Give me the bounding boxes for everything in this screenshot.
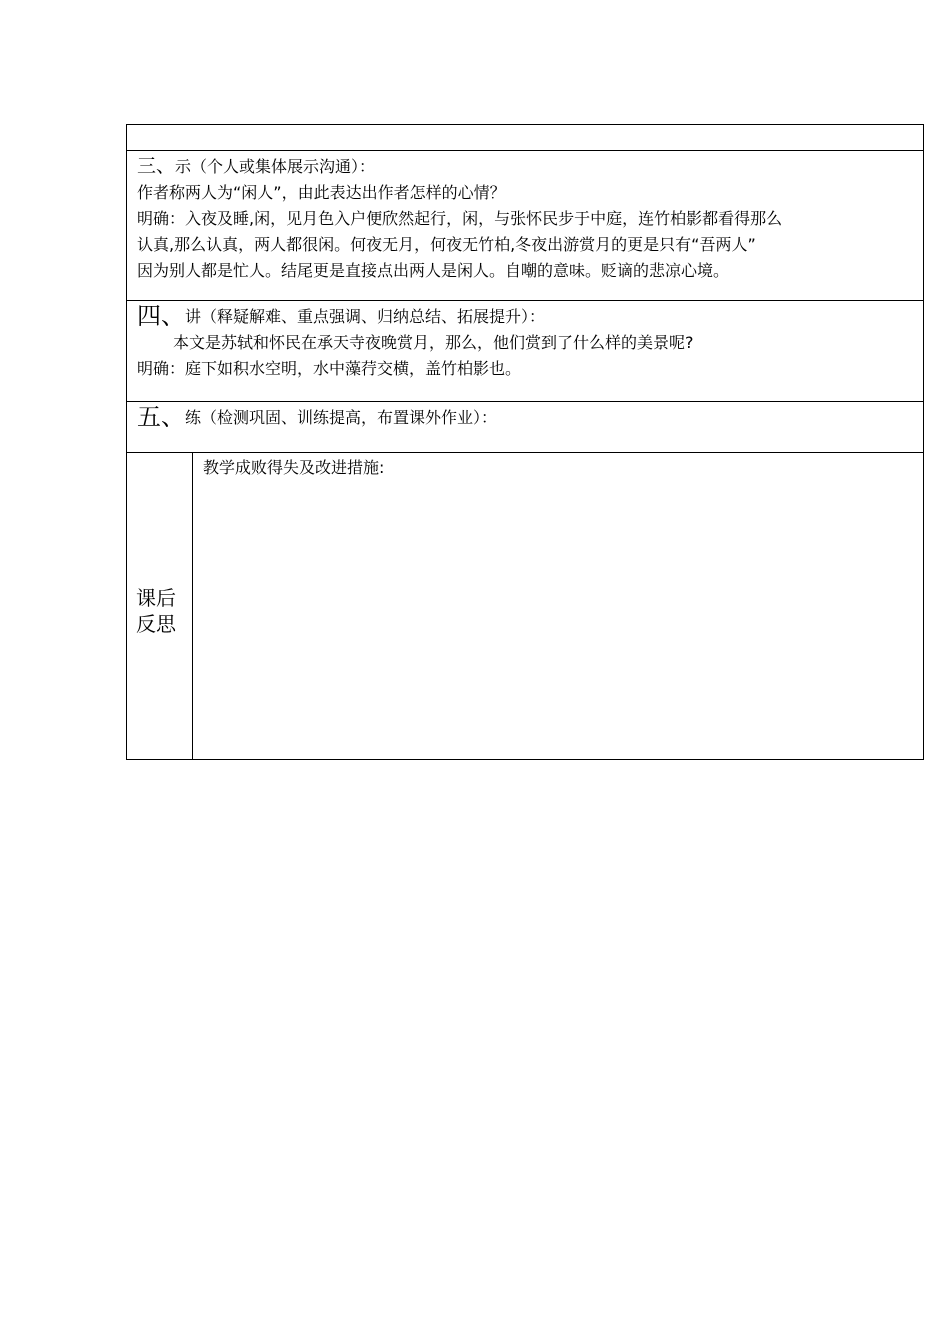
lesson-plan-table [126,124,924,760]
reflection-row [127,453,923,759]
section-four-question: 本文是苏轼和怀民在承天寺夜晚赏月，那么，他们赏到了什么样的美景呢? [173,333,694,352]
section-four-title: 讲（释疑解难、重点强调、归纳总结、拓展提升）： [185,307,546,326]
section-three-answer-line-2: 认真,那么认真，两人都很闲。何夜无月，何夜无竹柏,冬夜出游赏月的更是只有“吾两人” [137,235,756,254]
section-five-title: 练（检测巩固、训练提高，布置课外作业）： [185,408,498,427]
section-three-question: 作者称两人为“闲人”，由此表达出作者怎样的心情？ [137,183,506,202]
section-five [127,402,923,453]
section-five-number: 五、 [137,403,185,431]
section-four-number: 四、 [137,302,185,330]
reflection-label-cell [127,453,193,759]
section-five-heading [137,404,915,431]
section-four-answer: 明确：庭下如积水空明，水中藻荇交横，盖竹柏影也。 [137,359,522,378]
section-three [127,151,923,301]
section-three-heading [137,153,915,180]
reflection-content-cell [193,453,923,759]
reflection-prompt: 教学成败得失及改进措施: [203,458,385,477]
reflection-label: 课后反思 [136,586,176,636]
empty-top-row [127,125,923,151]
section-four [127,301,923,402]
section-three-answer-line-1: 明确：入夜及睡,闲，见月色入户便欣然起行，闲，与张怀民步于中庭，连竹柏影都看得那么 [137,209,783,228]
section-four-heading [137,303,915,330]
section-three-title: 示（个人或集体展示沟通）： [175,157,376,176]
section-three-number: 三、 [137,155,176,177]
section-three-answer-line-3: 因为别人都是忙人。结尾更是直接点出两人是闲人。自嘲的意味。贬谪的悲凉心境。 [137,261,730,280]
